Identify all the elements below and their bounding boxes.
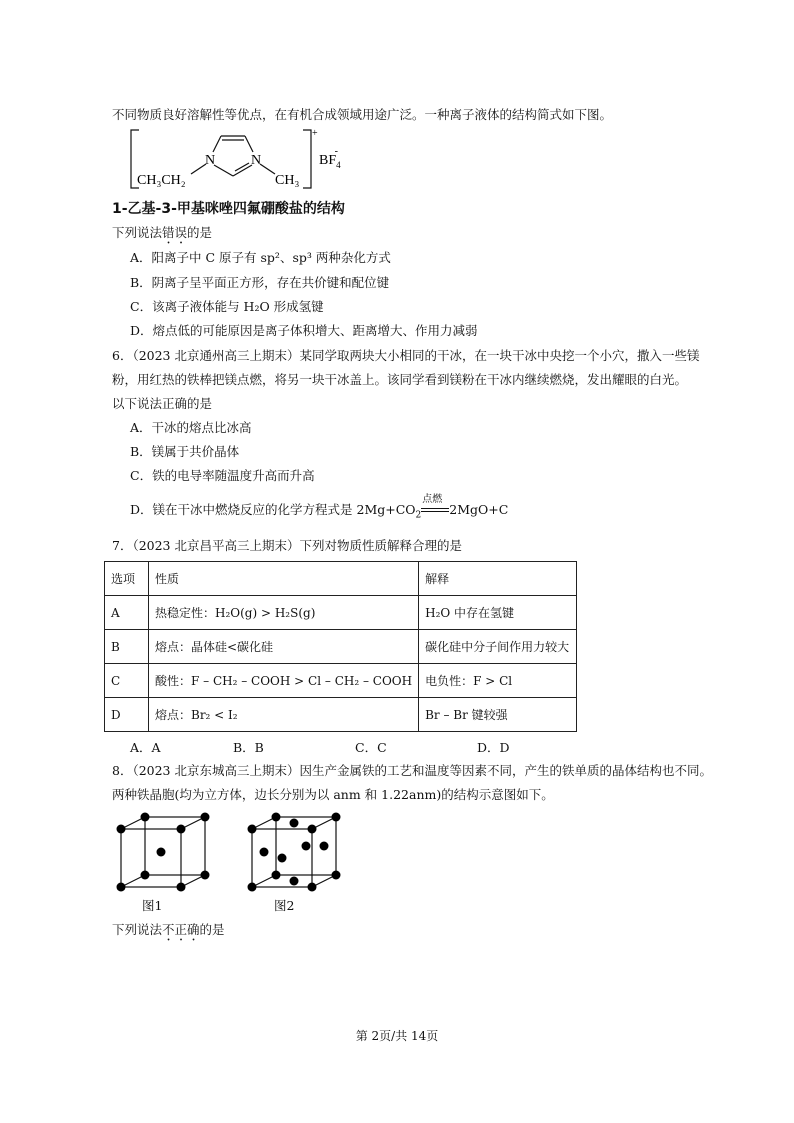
q6-stem-line3: 以下说法正确的是 [112, 396, 213, 411]
q6-option-c: C．铁的电导率随温度升高而升高 [130, 468, 315, 483]
q8-stem-question: 下列说法不正确的是 [112, 922, 225, 937]
q7-table [104, 561, 577, 732]
table-header-row [105, 562, 577, 596]
row-explanation: 电负性：F > Cl [419, 664, 577, 698]
q7-answer-c: C．C [355, 740, 387, 755]
methyl-label: CH₃ [275, 173, 300, 188]
table-row [105, 664, 577, 698]
table-row [105, 630, 577, 664]
row-explanation: 碳化硅中分子间作用力较大 [419, 630, 577, 664]
row-property: 热稳定性：H₂O(g) > H₂S(g) [149, 596, 419, 630]
row-option: B [105, 630, 149, 664]
q7-answer-a: A．A [130, 740, 161, 755]
row-property: 熔点：Br₂ < I₂ [149, 698, 419, 732]
row-property: 酸性：F – CH₂ – COOH > Cl – CH₂ – COOH [149, 664, 419, 698]
fig1-bcc-unit-cell [115, 812, 215, 892]
anion-label: $BF_4-$ [319, 146, 341, 170]
n-left-label: N [205, 153, 216, 168]
q5-option-c: C．该离子液体能与 H₂O 形成氢键 [130, 299, 324, 314]
header-option: 选项 [105, 562, 149, 596]
fig2-fcc-unit-cell [246, 812, 346, 892]
q7-answer-b: B．B [233, 740, 264, 755]
table-row [105, 596, 577, 630]
row-explanation: Br – Br 键较强 [419, 698, 577, 732]
ethyl-label: CH₃CH₂ [137, 173, 186, 188]
q6-option-b: B．镁属于共价晶体 [130, 444, 240, 459]
page-footer: 第 2页/共 14页 [355, 1029, 439, 1043]
q8-stem-line1: 8．（2023 北京东城高三上期末）因生产金属铁的工艺和温度等因素不同，产生的铁单质的晶体结构也不同。 [112, 763, 712, 778]
table-row [105, 698, 577, 732]
q5-option-d: D．熔点低的可能原因是离子体积增大、距离增大、作用力减弱 [130, 323, 478, 338]
q5-option-b: B．阴离子呈平面正方形，存在共价键和配位键 [130, 275, 390, 290]
fig1-label: 图1 [142, 898, 163, 913]
fig2-label: 图2 [274, 898, 295, 913]
header-explanation: 解释 [419, 562, 577, 596]
q7-answer-d: D．D [477, 740, 510, 755]
intro-line: 不同物质良好溶解性等优点，在有机合成领域用途广泛。一种离子液体的结构简式如下图。 [112, 107, 613, 122]
q6-stem-line1: 6．（2023 北京通州高三上期末）某同学取两块大小相同的干冰，在一块干冰中央挖一个小穴，撒入一些镁 [112, 348, 700, 363]
q5-stem: 下列说法错误的是 [112, 225, 213, 240]
row-option: A [105, 596, 149, 630]
reaction-arrow: 点燃 [421, 504, 449, 518]
q8-stem-line2: 两种铁晶胞(均为立方体，边长分别为以 anm 和 1.22anm)的结构示意图如下。 [112, 787, 554, 802]
q6-option-a: A．干冰的熔点比冰高 [130, 420, 252, 435]
q7-stem: 7．（2023 北京昌平高三上期末）下列对物质性质解释合理的是 [112, 538, 462, 553]
q6-stem-line2: 粉，用红热的铁棒把镁点燃，将另一块干冰盖上。该同学看到镁粉在干冰内继续燃烧，发出耀眼的白光。 [112, 372, 688, 387]
row-option: D [105, 698, 149, 732]
q5-option-a: A．阳离子中 C 原子有 sp²、sp³ 两种杂化方式 [130, 250, 391, 265]
charge-label: + [312, 128, 318, 139]
n-right-label: N [251, 153, 262, 168]
q6-option-d: D．镁在干冰中燃烧反应的化学方程式是 $2Mg+CO_2$ 点燃 2MgO+C [130, 493, 509, 521]
row-property: 熔点：晶体硅<碳化硅 [149, 630, 419, 664]
structure-caption: 1-乙基-3-甲基咪唑四氟硼酸盐的结构 [112, 201, 345, 217]
row-explanation: H₂O 中存在氢键 [419, 596, 577, 630]
header-property: 性质 [149, 562, 419, 596]
ionic-liquid-structure [125, 126, 385, 196]
row-option: C [105, 664, 149, 698]
